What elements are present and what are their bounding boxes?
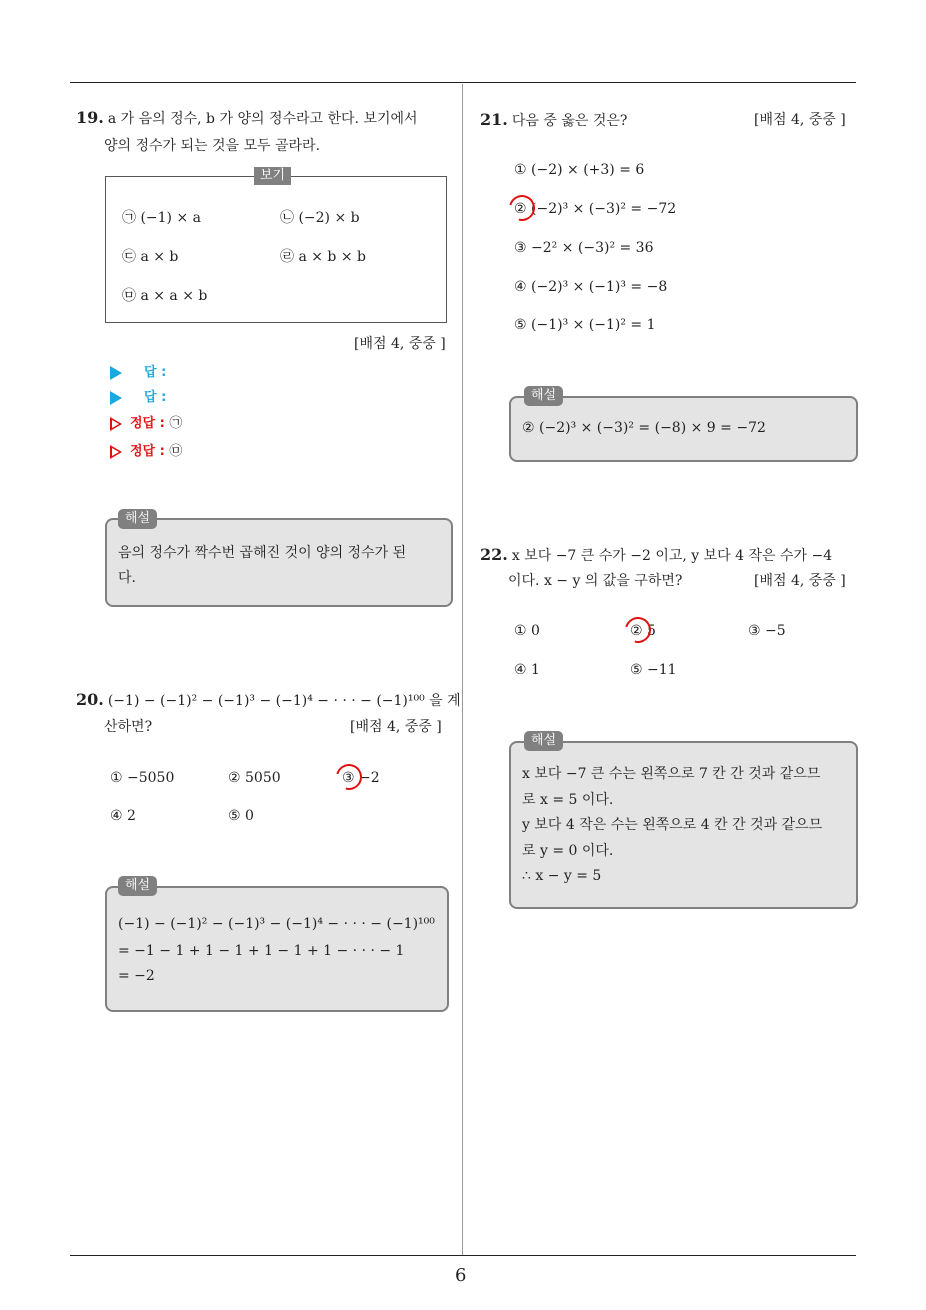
q20-choice-3[interactable]: ③ −2	[342, 770, 380, 786]
q21-score: [배점 4, 중중 ]	[754, 112, 846, 128]
q22-number: 22.	[480, 545, 508, 564]
q22-solution-line2: 로 x = 5 이다.	[522, 792, 614, 808]
q20-text-line2: 산하면?	[104, 719, 153, 735]
q20-line1	[76, 690, 461, 711]
correct-answer-1: ㉠	[169, 416, 183, 431]
q20-solution-tag: 해설	[118, 876, 157, 896]
bogi-label: 보기	[254, 167, 291, 185]
q22-solution-tag: 해설	[524, 731, 563, 751]
q22-choice-1[interactable]: ① 0	[514, 623, 540, 639]
blue-triangle-icon	[110, 391, 122, 405]
q19-correct-row-2	[110, 443, 182, 461]
q22-solution-line4: 로 y = 0 이다.	[522, 843, 614, 859]
correct-label: 정답 :	[130, 444, 165, 459]
q21-choice-2[interactable]: ② (−2)³ × (−3)² = −72	[514, 201, 677, 217]
bogi-item-2: ㉡ (−2) × b	[280, 210, 360, 226]
answer-label: 답 :	[144, 365, 167, 380]
q20-choice-1[interactable]: ① −5050	[110, 770, 175, 786]
q21-number: 21.	[480, 110, 508, 129]
red-outline-triangle-icon	[110, 417, 122, 431]
red-outline-triangle-icon	[110, 445, 122, 459]
q22-solution-line3: y 보다 4 작은 수는 왼쪽으로 4 칸 간 것과 같으므	[522, 817, 823, 833]
q22-choice-3[interactable]: ③ −5	[748, 623, 786, 639]
correct-label: 정답 :	[130, 416, 165, 431]
q22-choice-5[interactable]: ⑤ −11	[630, 662, 677, 678]
q21-text: 다음 중 옳은 것은?	[511, 113, 628, 129]
q21-solution-tag: 해설	[524, 386, 563, 406]
q19-answer-row-1	[110, 364, 166, 382]
q22-text-line1: x 보다 −7 큰 수가 −2 이고, y 보다 4 작은 수가 −4	[511, 548, 833, 564]
q21-choice-1[interactable]: ① (−2) × (+3) = 6	[514, 162, 645, 178]
q22-text-line2: 이다. x − y 의 값을 구하면?	[508, 573, 683, 589]
q20-answer-circle-icon	[331, 759, 367, 795]
q19-text-line2: 양의 정수가 되는 것을 모두 골라라.	[104, 138, 321, 154]
q22-score: [배점 4, 중중 ]	[754, 573, 846, 589]
correct-answer-2: ㉤	[169, 444, 183, 459]
bogi-item-4: ㉣ a × b × b	[280, 249, 366, 265]
q21-choice-3[interactable]: ③ −2² × (−3)² = 36	[514, 240, 654, 256]
q19-score: [배점 4, 중중 ]	[354, 336, 446, 352]
q19-text-line1: a 가 음의 정수, b 가 양의 정수라고 한다. 보기에서	[107, 111, 418, 127]
q22-solution-line5: ∴ x − y = 5	[522, 868, 602, 884]
q20-choice-4[interactable]: ④ 2	[110, 808, 136, 824]
q19-solution-line1: 음의 정수가 짝수번 곱해진 것이 양의 정수가 된	[118, 545, 407, 561]
q19-line1	[76, 108, 418, 129]
bogi-item-1: ㉠ (−1) × a	[122, 210, 201, 226]
q19-answer-row-2	[110, 389, 166, 407]
q21-choice-4[interactable]: ④ (−2)³ × (−1)³ = −8	[514, 279, 668, 295]
bogi-item-3: ㉢ a × b	[122, 249, 179, 265]
page-number: 6	[455, 1265, 467, 1286]
q22-choice-2[interactable]: ② 5	[630, 623, 656, 639]
q19-correct-row-1	[110, 415, 182, 433]
q21-line1	[480, 110, 627, 131]
q20-choice-5[interactable]: ⑤ 0	[228, 808, 254, 824]
q22-choice-4[interactable]: ④ 1	[514, 662, 540, 678]
q20-solution-line1: (−1) − (−1)² − (−1)³ − (−1)⁴ − · · · − (−1)¹⁰⁰	[118, 916, 435, 932]
q22-line1	[480, 545, 832, 566]
q19-number: 19.	[76, 108, 104, 127]
q20-solution-line3: = −2	[118, 968, 155, 984]
q19-solution-line2: 다.	[118, 570, 136, 586]
q19-solution-tag: 해설	[118, 509, 157, 529]
top-rule	[70, 82, 856, 83]
q22-solution-line1: x 보다 −7 큰 수는 왼쪽으로 7 칸 간 것과 같으므	[522, 766, 821, 782]
bottom-rule	[70, 1255, 856, 1256]
q20-solution-line2: = −1 − 1 + 1 − 1 + 1 − 1 + 1 − · · · − 1	[118, 943, 405, 959]
answer-label: 답 :	[144, 390, 167, 405]
column-divider	[462, 84, 463, 1256]
bogi-item-5: ㉤ a × a × b	[122, 288, 208, 304]
q20-number: 20.	[76, 690, 104, 709]
q22-answer-circle-icon	[620, 612, 656, 648]
q21-choice-5[interactable]: ⑤ (−1)³ × (−1)² = 1	[514, 317, 656, 333]
q20-choice-2[interactable]: ② 5050	[228, 770, 281, 786]
q20-text-line1: (−1) − (−1)² − (−1)³ − (−1)⁴ − · · · − (−1)¹⁰⁰ 을 계	[107, 693, 461, 709]
blue-triangle-icon	[110, 366, 122, 380]
q20-score: [배점 4, 중중 ]	[350, 719, 442, 735]
q21-answer-circle-icon	[504, 190, 540, 226]
q21-solution-line: ② (−2)³ × (−3)² = (−8) × 9 = −72	[522, 420, 766, 436]
